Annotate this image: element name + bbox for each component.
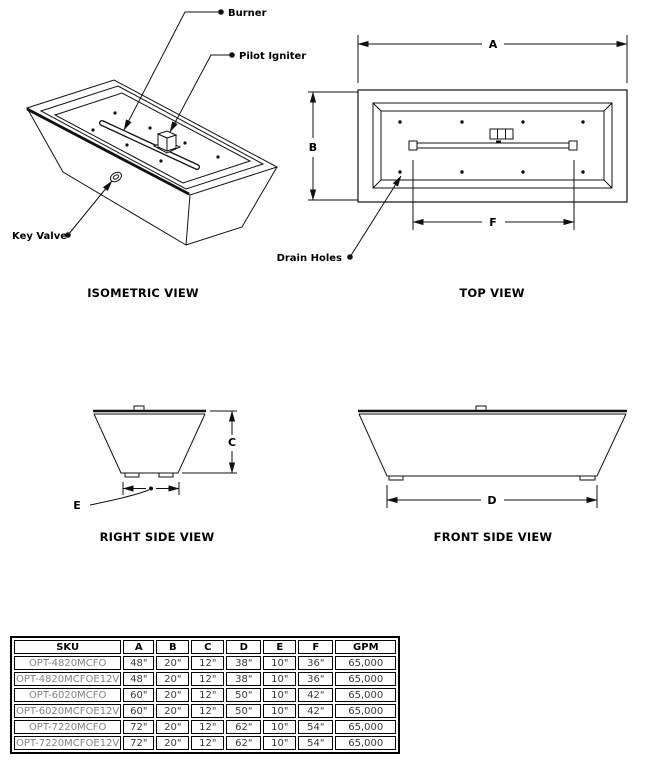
spec-table-header-cell: A (123, 640, 154, 654)
top-view-title: TOP VIEW (459, 286, 525, 300)
value-cell: 54" (298, 736, 333, 750)
dim-d-label: D (487, 494, 497, 507)
value-cell: 20" (156, 672, 189, 686)
sku-cell: OPT-4820MCFOE12V (16, 673, 120, 685)
body-outline (359, 414, 626, 476)
value-cell: 12" (191, 720, 224, 734)
value-cell: 60" (123, 688, 154, 702)
e-leader-curve (90, 490, 149, 505)
drain-holes-isometric (91, 111, 219, 162)
value-cell: 20" (156, 688, 189, 702)
spec-table-header-cell: GPM (335, 640, 396, 654)
top-view-drawing (270, 0, 650, 305)
value-cell: 10" (263, 704, 296, 718)
value-cell: 65,000 (335, 736, 396, 750)
dim-e-label: E (73, 499, 81, 512)
spec-table-row (14, 720, 396, 734)
value-cell: 65,000 (335, 704, 396, 718)
value-cell: 42" (298, 704, 333, 718)
spec-table-row (14, 672, 396, 686)
burner-leader (124, 12, 221, 130)
value-cell: 50" (226, 704, 261, 718)
spec-table-header-cell: SKU (14, 640, 121, 654)
spec-table-header-cell: E (263, 640, 296, 654)
dimension-e (90, 482, 179, 505)
value-cell: 12" (191, 672, 224, 686)
spec-table-header-cell: B (156, 640, 189, 654)
body-outline (94, 414, 205, 473)
value-cell: 38" (226, 672, 261, 686)
fire-pit-body-top (358, 90, 627, 202)
pilot-igniter-leader-dot (229, 52, 235, 58)
dim-a-label: A (488, 38, 498, 51)
fire-pit-body-front (358, 406, 627, 480)
right-side-view-title: RIGHT SIDE VIEW (99, 530, 215, 544)
value-cell: 10" (263, 656, 296, 670)
dim-f-label: F (489, 216, 497, 229)
spec-table-header-cell: C (191, 640, 224, 654)
burner-tube-top (409, 141, 577, 150)
value-cell: 20" (156, 720, 189, 734)
value-cell: 72" (123, 736, 154, 750)
pilot-igniter-top (490, 129, 513, 143)
fire-pit-body-right (93, 406, 206, 477)
value-cell: 20" (156, 704, 189, 718)
burner-leader-dot (218, 9, 224, 15)
burner-label: Burner (228, 8, 267, 19)
pilot-igniter-label: Pilot Igniter (239, 51, 307, 62)
spec-table (10, 636, 400, 754)
drain-holes-label: Drain Holes (276, 253, 342, 264)
spec-table-header-cell: D (226, 640, 261, 654)
value-cell: 20" (156, 656, 189, 670)
value-cell: 54" (298, 720, 333, 734)
sku-cell: OPT-6020MCFO (14, 688, 121, 702)
rim-inner (381, 111, 604, 180)
front-side-view-drawing (340, 395, 650, 550)
sku-cell: OPT-4820MCFO (14, 656, 121, 670)
value-cell: 42" (298, 688, 333, 702)
right-side-view-drawing (60, 395, 260, 550)
spec-table-header-row (14, 640, 396, 654)
value-cell: 60" (123, 704, 154, 718)
value-cell: 65,000 (335, 672, 396, 686)
foot (580, 476, 595, 480)
outer-edge (358, 90, 627, 202)
sku-cell: OPT-6020MCFOE12V (16, 705, 120, 717)
drain-holes-leader-dot (347, 254, 353, 260)
value-cell: 72" (123, 720, 154, 734)
spec-table-row (14, 688, 396, 702)
value-cell: 12" (191, 736, 224, 750)
value-cell: 36" (298, 672, 333, 686)
value-cell: 10" (263, 672, 296, 686)
value-cell: 50" (226, 688, 261, 702)
front-side-view-title: FRONT SIDE VIEW (433, 530, 553, 544)
value-cell: 36" (298, 656, 333, 670)
value-cell: 62" (226, 736, 261, 750)
value-cell: 62" (226, 720, 261, 734)
spec-table-body (14, 656, 396, 750)
value-cell: 12" (191, 656, 224, 670)
value-cell: 65,000 (335, 720, 396, 734)
value-cell: 48" (123, 656, 154, 670)
fire-pit-body-isometric (27, 80, 277, 245)
value-cell: 10" (263, 736, 296, 750)
sku-cell: OPT-7220MCFO (14, 720, 121, 734)
value-cell: 38" (226, 656, 261, 670)
value-cell: 48" (123, 672, 154, 686)
drain-holes-top (398, 120, 584, 173)
outer-rim (27, 80, 277, 195)
isometric-view-title: ISOMETRIC VIEW (87, 286, 199, 300)
value-cell: 10" (263, 720, 296, 734)
spec-table-row (14, 736, 396, 750)
value-cell: 10" (263, 688, 296, 702)
sku-cell: OPT-7220MCFOE12V (16, 737, 120, 749)
value-cell: 12" (191, 704, 224, 718)
value-cell: 20" (156, 736, 189, 750)
value-cell: 65,000 (335, 656, 396, 670)
foot (389, 476, 403, 480)
spec-table-row (14, 704, 396, 718)
value-cell: 65,000 (335, 688, 396, 702)
dim-c-label: C (227, 436, 237, 449)
foot (159, 473, 173, 477)
spec-table-row (14, 656, 396, 670)
value-cell: 12" (191, 688, 224, 702)
key-valve-label: Key Valve (12, 231, 68, 242)
key-valve-leader (68, 181, 112, 235)
leader-lines (68, 12, 232, 235)
burner-tube-isometric (102, 123, 197, 167)
spec-table-header-cell: F (298, 640, 333, 654)
pilot-igniter-leader (170, 55, 232, 132)
dim-b-label: B (308, 141, 318, 154)
foot (125, 473, 139, 477)
